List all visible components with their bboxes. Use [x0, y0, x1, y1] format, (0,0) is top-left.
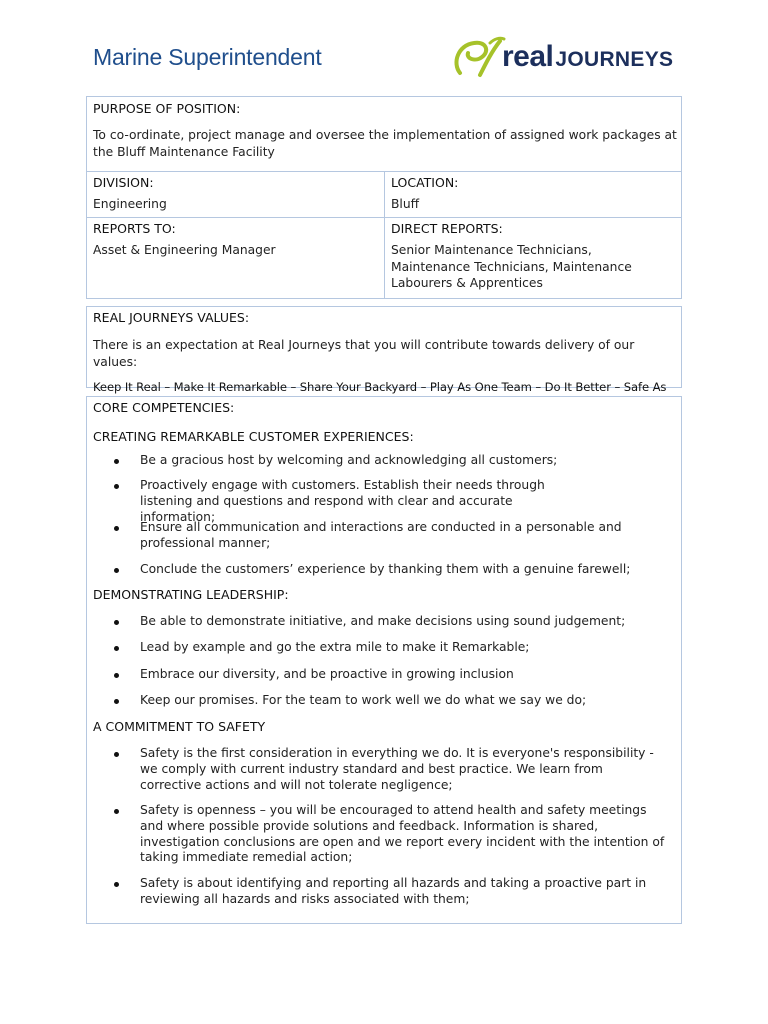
location-cell: [385, 175, 681, 213]
values-intro: There is an expectation at Real Journeys that you will contribute towards delivery of our values:: [93, 338, 635, 369]
direct-reports-cell: [385, 221, 681, 292]
bullet-icon: [114, 809, 119, 814]
bullet-icon: [114, 568, 119, 573]
logo-swirl-icon: [450, 33, 506, 83]
logo-wordmark: [502, 40, 673, 74]
direct-reports-value: Senior Maintenance Technicians, Maintenance Technicians, Maintenance Labourers & Apprentices: [391, 243, 632, 290]
customer-heading: CREATING REMARKABLE CUSTOMER EXPERIENCES:: [93, 429, 414, 444]
company-logo: [450, 30, 690, 86]
bullet-icon: [114, 646, 119, 651]
bullet-icon: [114, 459, 119, 464]
safety-heading: A COMMITMENT TO SAFETY: [93, 719, 266, 734]
location-value: Bluff: [391, 197, 420, 211]
purpose-text: To co-ordinate, project manage and oversee the implementation of assigned work packages at the Bluff Maintenance Facility: [93, 128, 677, 159]
page-title: Marine Superintendent: [93, 44, 322, 70]
logo-journeys: JOURNEYS: [555, 48, 674, 71]
bullet-icon: [114, 620, 119, 625]
values-box: [86, 306, 682, 394]
bullet-icon: [114, 699, 119, 704]
logo-real: real: [502, 40, 554, 73]
location-label: LOCATION:: [391, 175, 459, 190]
bullet-icon: [114, 484, 119, 489]
division-label: DIVISION:: [93, 175, 154, 190]
core-competencies-label: CORE COMPETENCIES:: [93, 400, 235, 415]
bullet-icon: [114, 752, 119, 757]
division-value: Engineering: [93, 197, 167, 211]
bullet-icon: [114, 526, 119, 531]
purpose-label: PURPOSE OF POSITION:: [93, 101, 241, 116]
direct-reports-label: DIRECT REPORTS:: [391, 221, 503, 236]
divider: [87, 217, 681, 218]
division-cell: [87, 175, 383, 213]
reports-to-label: REPORTS TO:: [93, 221, 176, 236]
purpose-cell: [87, 101, 681, 160]
values-label: REAL JOURNEYS VALUES:: [93, 310, 250, 325]
reports-to-cell: [87, 221, 383, 259]
values-list: Keep It Real – Make It Remarkable – Share Your Backyard – Play As One Team – Do It Better – Safe As: [93, 380, 667, 394]
position-table: [86, 96, 682, 299]
bullet-icon: [114, 673, 119, 678]
reports-to-value: Asset & Engineering Manager: [93, 243, 276, 257]
bullet-icon: [114, 882, 119, 887]
leadership-heading: DEMONSTRATING LEADERSHIP:: [93, 587, 289, 602]
competencies-box: CORE COMPETENCIES: CREATING REMARKABLE CUSTOMER EXPERIENCES: Be a gracious host by welcoming and acknowledging all customers; Proactively engage with customers. Establish their needs through listening and questions and respond with clear and accurate information; Ensure all communication and interactions are conducted in a personable and professional manner; Conclude the customers’ experience by thanking them with a genuine farewell; DEMONSTRATING LEADERSHIP: Be able to demonstrate initiative, and make decisions using sound judgement; Lead by example and go the extra mile to make it Remarkable; Embrace our diversity, and be proactive in growing inclusion Keep our promises. For the team to work well we do what we say we do; A COMMITMENT TO SAFETY Safety is the first consideration in everything we do. It is everyone's responsibility - we comply with current industry standard and best practice. We learn from corrective actions and will not tolerate negligence; Safety is openness – you will be encouraged to attend health and safety meetings and where possible provide solutions and feedback. Information is shared, investigation conclusions are open and we report every incident with the intention of taking immediate remedial action; Safety is about identifying and reporting all hazards and taking a proactive part in reviewing all hazards and risks associated with them;: [86, 396, 682, 924]
